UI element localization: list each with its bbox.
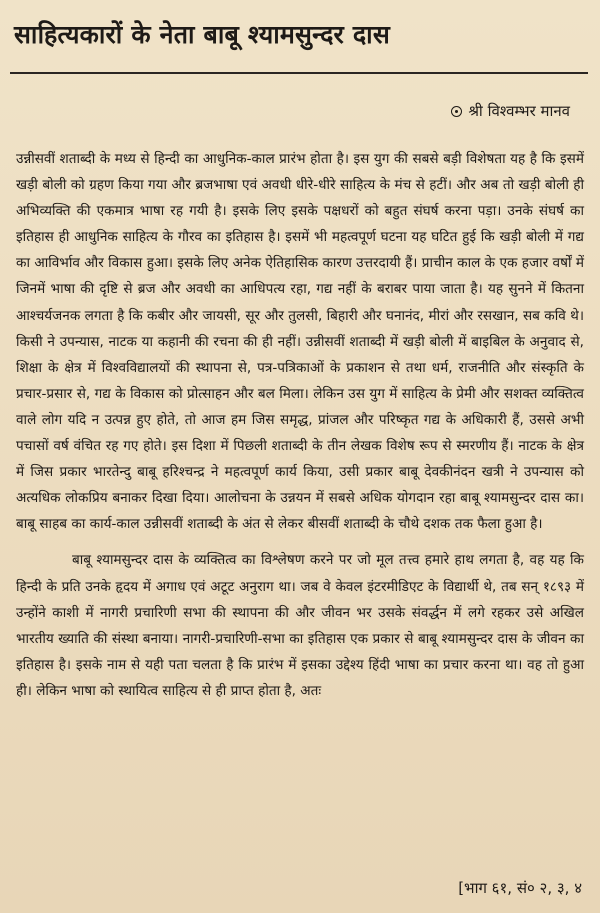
title-divider	[10, 72, 588, 74]
paragraph-1: उन्नीसवीं शताब्दी के मध्य से हिन्दी का आधुनिक-काल प्रारंभ होता है। इस युग की सबसे बड़ी विशेषता यह है कि इसमें खड़ी बोली को ग्रहण किया गया और ब्रजभाषा एवं अवधी धीरे-धीरे साहित्य के मंच से हटीं। और अब तो खड़ी बोली ही अभिव्यक्ति की एकमात्र भाषा रह गयी है। इसके लिए इसके पक्षधरों को बहुत संघर्ष करना पड़ा। उनके संघर्ष का इतिहास ही आधुनिक साहित्य के गौरव का इतिहास है। इसमें भी महत्वपूर्ण घटना यह घटित हुई कि खड़ी बोली में गद्य का आविर्भाव और विकास हुआ। इसके लिए अनेक ऐतिहासिक कारण उत्तरदायी हैं। प्राचीन काल के एक हजार वर्षों में जिनमें भाषा की दृष्टि से ब्रज और अवधी का आधिपत्य रहा, गद्य नहीं के बराबर पाया जाता है। यह सुनने में कितना आश्चर्यजनक लगता है कि कबीर और जायसी, सूर और तुलसी, बिहारी और घनानंद, मीरां और रसखान, सब कवि थे। किसी ने उपन्यास, नाटक या कहानी की रचना की ही नहीं। उन्नीसवीं शताब्दी में खड़ी बोली में बाइबिल के अनुवाद से, शिक्षा के क्षेत्र में विश्वविद्यालयों की स्थापना से, पत्र-पत्रिकाओं के प्रकाशन से तथा धर्म, राजनीति और संस्कृति के प्रचार-प्रसार से, गद्य के विकास को प्रोत्साहन और बल मिला। लेकिन उस युग में साहित्य के प्रेमी और सशक्त व्यक्तित्व वाले लोग यदि न उत्पन्न हुए होते, तो आज हम जिस समृद्ध, प्रांजल और परिष्कृत गद्य के अधिकारी हैं, उससे अभी पचासों वर्ष वंचित रह गए होते। इस दिशा में पिछली शताब्दी के तीन लेखक विशेष रूप से स्मरणीय हैं। नाटक के क्षेत्र में जिस प्रकार भारतेन्दु बाबू हरिश्चन्द्र ने महत्वपूर्ण कार्य किया, उसी प्रकार बाबू देवकीनंदन खत्री ने उपन्यास को अत्यधिक लोकप्रिय बनाकर दिखा दिया। आलोचना के उन्नयन में सबसे अधिक योगदान रहा बाबू श्यामसुन्दर दास का। बाबू साहब का कार्य-काल उन्नीसवीं शताब्दी के अंत से लेकर बीसवीं शताब्दी के चौथे दशक तक फैला हुआ है।	[16, 151, 584, 533]
author-name: श्री विश्वम्भर मानव	[468, 102, 570, 120]
paragraph-2: बाबू श्यामसुन्दर दास के व्यक्तित्व का विश्लेषण करने पर जो मूल तत्त्व हमारे हाथ लगता है, वह यह कि हिन्दी के प्रति उनके हृदय में अगाध एवं अटूट अनुराग था। जब वे केवल इंटरमीडिएट के विद्यार्थी थे, तब सन् १८९३ में उन्होंने काशी में नागरी प्रचारिणी सभा की स्थापना की और जीवन भर उसके संवर्द्धन में लगे रहकर उसे अखिल भारतीय ख्याति की संस्था बनाया। नागरी-प्रचारिणी-सभा का इतिहास एक प्रकार से बाबू श्यामसुन्दर दास के जीवन का इतिहास है। इसके नाम से यही पता चलता है कि प्रारंभ में इसका उद्देश्य हिंदी भाषा का प्रचार करना था। वह तो हुआ ही। लेकिन भाषा को स्थायित्व साहित्य से ही प्राप्त होता है, अतः	[16, 552, 584, 699]
issue-reference: [भाग ६१, सं० २, ३, ४	[458, 879, 582, 897]
author-byline	[451, 100, 570, 122]
circle-dot-icon	[451, 106, 462, 117]
article-body	[16, 146, 584, 704]
article-title: साहित्यकारों के नेता बाबू श्यामसुन्दर दास	[14, 20, 390, 49]
